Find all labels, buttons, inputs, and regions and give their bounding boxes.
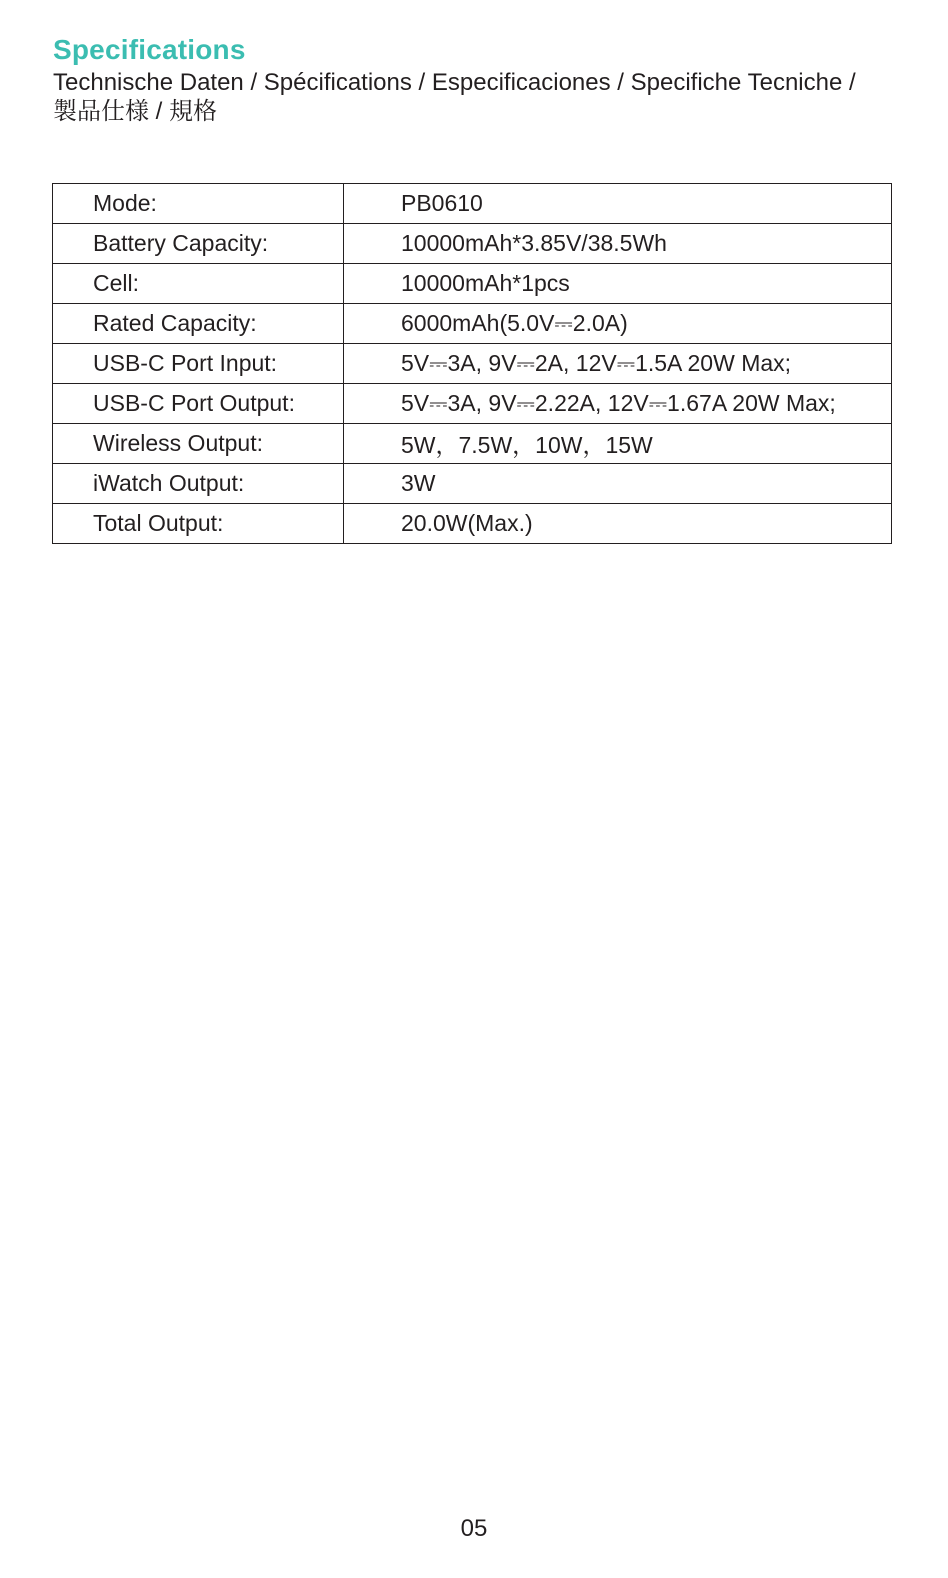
spec-value: 3W [344, 464, 892, 504]
table-row [53, 384, 892, 424]
spec-value: PB0610 [344, 184, 892, 224]
spec-label: Mode: [53, 184, 344, 224]
table-row [53, 184, 892, 224]
spec-label: Battery Capacity: [53, 224, 344, 264]
page-subtitle: Technische Daten / Spécifications / Especificaciones / Specifiche Tecniche / 製品仕様 / 規格 [53, 69, 856, 125]
table-row [53, 424, 892, 464]
table-row [53, 304, 892, 344]
table-row [53, 504, 892, 544]
spec-value: 5V⎓3A, 9V⎓2.22A, 12V⎓1.67A 20W Max; [344, 384, 892, 424]
table-row [53, 224, 892, 264]
page-number: 05 [460, 1515, 488, 1542]
spec-label: USB-C Port Input: [53, 344, 344, 384]
table-row [53, 464, 892, 504]
spec-value: 6000mAh(5.0V⎓2.0A) [344, 304, 892, 344]
spec-label: USB-C Port Output: [53, 384, 344, 424]
table-row [53, 344, 892, 384]
spec-label: Cell: [53, 264, 344, 304]
spec-value: 5V⎓3A, 9V⎓2A, 12V⎓1.5A 20W Max; [344, 344, 892, 384]
spec-label: Total Output: [53, 504, 344, 544]
spec-value: 5W，7.5W，10W，15W [344, 424, 892, 464]
table-row [53, 264, 892, 304]
spec-value: 20.0W(Max.) [344, 504, 892, 544]
spec-label: Rated Capacity: [53, 304, 344, 344]
spec-value: 10000mAh*1pcs [344, 264, 892, 304]
specifications-table [52, 183, 892, 544]
spec-value: 10000mAh*3.85V/38.5Wh [344, 224, 892, 264]
page-title: Specifications [53, 34, 246, 65]
spec-label: Wireless Output: [53, 424, 344, 464]
spec-label: iWatch Output: [53, 464, 344, 504]
